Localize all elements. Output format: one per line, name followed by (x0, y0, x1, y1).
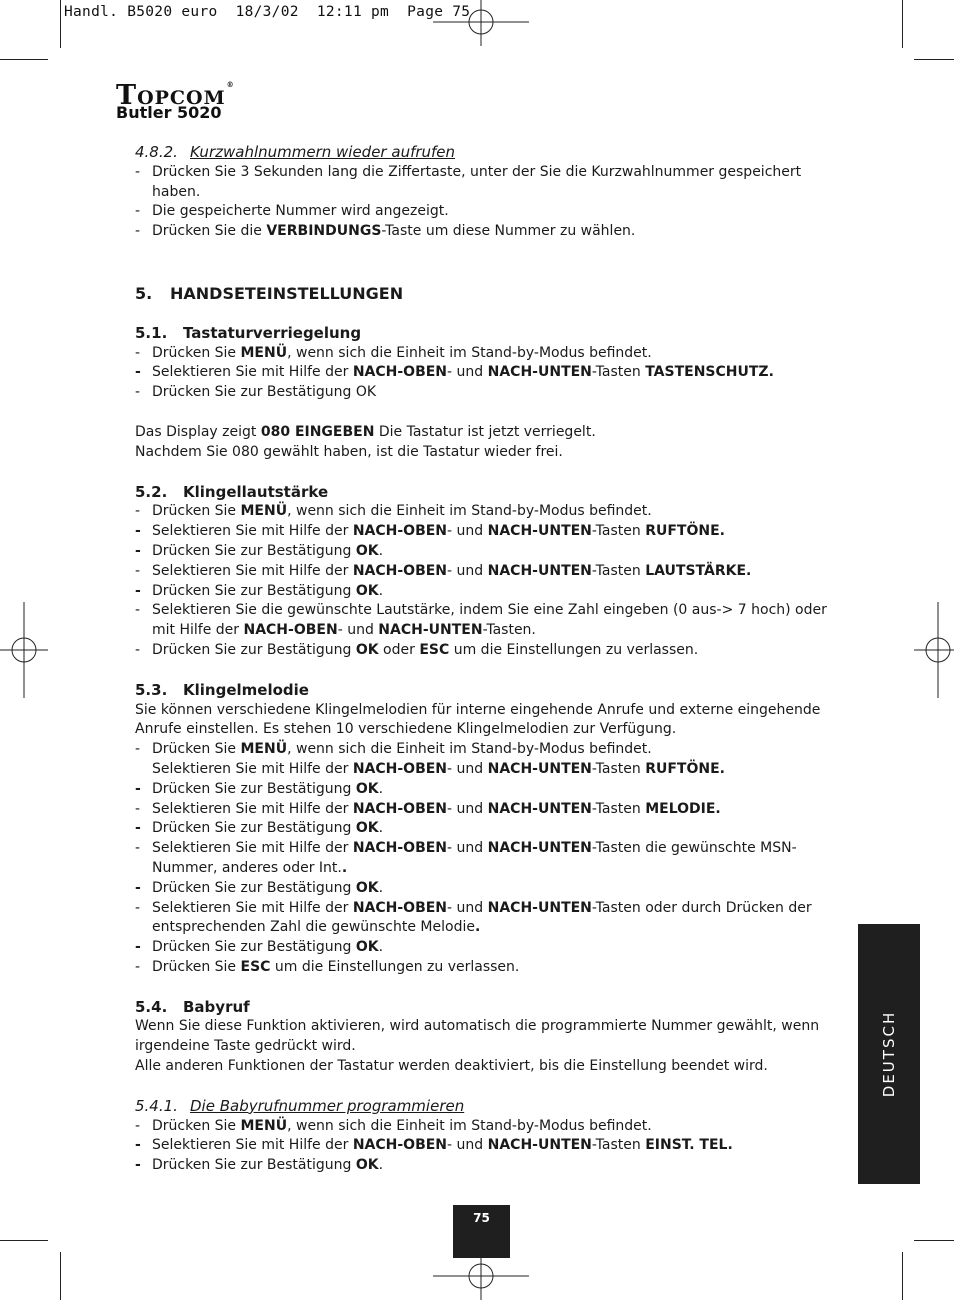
manual-content (135, 143, 850, 1176)
language-label: DEUTSCH (880, 1010, 898, 1098)
list-item: - Drücken Sie ESC um die Einstellungen zu verlassen. (135, 958, 850, 978)
paragraph: Nachdem Sie 080 gewählt haben, ist die Tastatur wieder frei. (135, 443, 563, 460)
list-item: - Selektieren Sie mit Hilfe der NACH-OBEN- und NACH-UNTEN-Tasten TASTENSCHUTZ. (135, 363, 850, 383)
list-item: - Selektieren Sie die gewünschte Lautstärke, indem Sie eine Zahl eingeben (0 aus-> 7 hoch) oder mit Hilfe der NACH-OBEN- und NACH-UNTEN-Tasten. (135, 601, 850, 641)
list-item: - Drücken Sie die VERBINDUNGS-Taste um diese Nummer zu wählen. (135, 222, 850, 242)
list-item: - Drücken Sie zur Bestätigung OK (135, 383, 850, 403)
registration-mark-left (0, 602, 48, 698)
crop-mark (0, 1240, 48, 1241)
model-name: Butler 5020 (116, 103, 222, 122)
paragraph: Das Display zeigt 080 EINGEBEN Die Tastatur ist jetzt verriegelt. (135, 423, 596, 440)
subsection-heading-5-2: 5.2. Klingellautstärke (135, 482, 329, 501)
steps-5-1 (135, 344, 850, 403)
logo-trademark: ® (226, 80, 235, 89)
crop-mark (60, 1252, 61, 1300)
list-item: - Drücken Sie zur Bestätigung OK oder ESC um die Einstellungen zu verlassen. (135, 641, 850, 661)
section-heading-5: 5. HANDSETEINSTELLUNGEN (135, 283, 404, 303)
steps-4-8-2 (135, 163, 850, 242)
language-side-tab (858, 924, 920, 1184)
list-item: - Drücken Sie zur Bestätigung OK. (135, 1156, 850, 1176)
crop-mark (914, 59, 954, 60)
list-item: - Drücken Sie MENÜ, wenn sich die Einheit im Stand-by-Modus befindet. (135, 344, 850, 364)
list-item: - Die gespeicherte Nummer wird angezeigt. (135, 202, 850, 222)
logo-rest: OPCOM (137, 87, 226, 109)
list-item: - Drücken Sie zur Bestätigung OK. (135, 542, 850, 562)
crop-mark (902, 0, 903, 48)
page-number-box (453, 1205, 510, 1258)
crop-mark (0, 59, 48, 60)
list-item: - Drücken Sie zur Bestätigung OK. (135, 938, 850, 958)
list-item: - Drücken Sie MENÜ, wenn sich die Einheit im Stand-by-Modus befindet. (135, 1117, 850, 1137)
list-item: - Drücken Sie zur Bestätigung OK. (135, 780, 850, 800)
list-item: - Selektieren Sie mit Hilfe der NACH-OBEN- und NACH-UNTEN-Tasten MELODIE. (135, 800, 850, 820)
list-item: - Selektieren Sie mit Hilfe der NACH-OBEN- und NACH-UNTEN-Tasten EINST. TEL. (135, 1136, 850, 1156)
list-item: - Selektieren Sie mit Hilfe der NACH-OBEN- und NACH-UNTEN-Tasten RUFTÖNE. (135, 522, 850, 542)
subsection-heading-5-4-1: 5.4.1. Die Babyrufnummer programmieren (135, 1096, 465, 1115)
subsection-heading-5-3: 5.3. Klingelmelodie (135, 680, 309, 699)
list-item: - Drücken Sie zur Bestätigung OK. (135, 819, 850, 839)
page-number: 75 (473, 1211, 490, 1225)
steps-5-4-1 (135, 1117, 850, 1176)
paragraph: Alle anderen Funktionen der Tastatur werden deaktiviert, bis die Einstellung beendet wird. (135, 1058, 768, 1075)
subsection-heading-5-4: 5.4. Babyruf (135, 997, 250, 1016)
registration-mark-bottom (431, 1252, 531, 1300)
list-item: - Drücken Sie MENÜ, wenn sich die Einheit im Stand-by-Modus befindet. Selektieren Sie mit Hilfe der NACH-OBEN- und NACH-UNTEN-Tasten RUFTÖNE. (135, 740, 850, 780)
steps-5-3 (135, 740, 850, 978)
subsection-heading-5-1: 5.1. Tastaturverriegelung (135, 323, 362, 342)
list-item: - Selektieren Sie mit Hilfe der NACH-OBEN- und NACH-UNTEN-Tasten die gewünschte MSN-Nummer, anderes oder Int.. (135, 839, 850, 879)
print-slug: Handl. B5020 euro 18/3/02 12:11 pm Page 75 (64, 4, 471, 20)
registration-mark-top (431, 0, 531, 46)
crop-mark (60, 0, 61, 48)
registration-mark-right (914, 602, 954, 698)
paragraph: Sie können verschiedene Klingelmelodien für interne eingehende Anrufe und externe eingehende Anrufe einstellen. Es stehen 10 verschiedene Klingelmelodien zur Verfügung. (135, 701, 821, 738)
paragraph: Wenn Sie diese Funktion aktivieren, wird automatisch die programmierte Nummer gewählt, wenn irgendeine Taste gedrückt wird. (135, 1018, 820, 1055)
list-item: - Selektieren Sie mit Hilfe der NACH-OBEN- und NACH-UNTEN-Tasten oder durch Drücken der entsprechenden Zahl die gewünschte Melodie. (135, 899, 850, 939)
list-item: - Selektieren Sie mit Hilfe der NACH-OBEN- und NACH-UNTEN-Tasten LAUTSTÄRKE. (135, 562, 850, 582)
crop-mark (902, 1252, 903, 1300)
subsection-heading-4-8-2: 4.8.2. Kurzwahlnummern wieder aufrufen (135, 143, 456, 161)
list-item: - Drücken Sie zur Bestätigung OK. (135, 879, 850, 899)
steps-5-2 (135, 502, 850, 660)
logo-initial: T (116, 80, 138, 111)
list-item: - Drücken Sie MENÜ, wenn sich die Einheit im Stand-by-Modus befindet. (135, 502, 850, 522)
list-item: - Drücken Sie zur Bestätigung OK. (135, 582, 850, 602)
list-item: - Drücken Sie 3 Sekunden lang die Ziffertaste, unter der Sie die Kurzwahlnummer gespeichert haben. (135, 163, 850, 203)
crop-mark (914, 1240, 954, 1241)
